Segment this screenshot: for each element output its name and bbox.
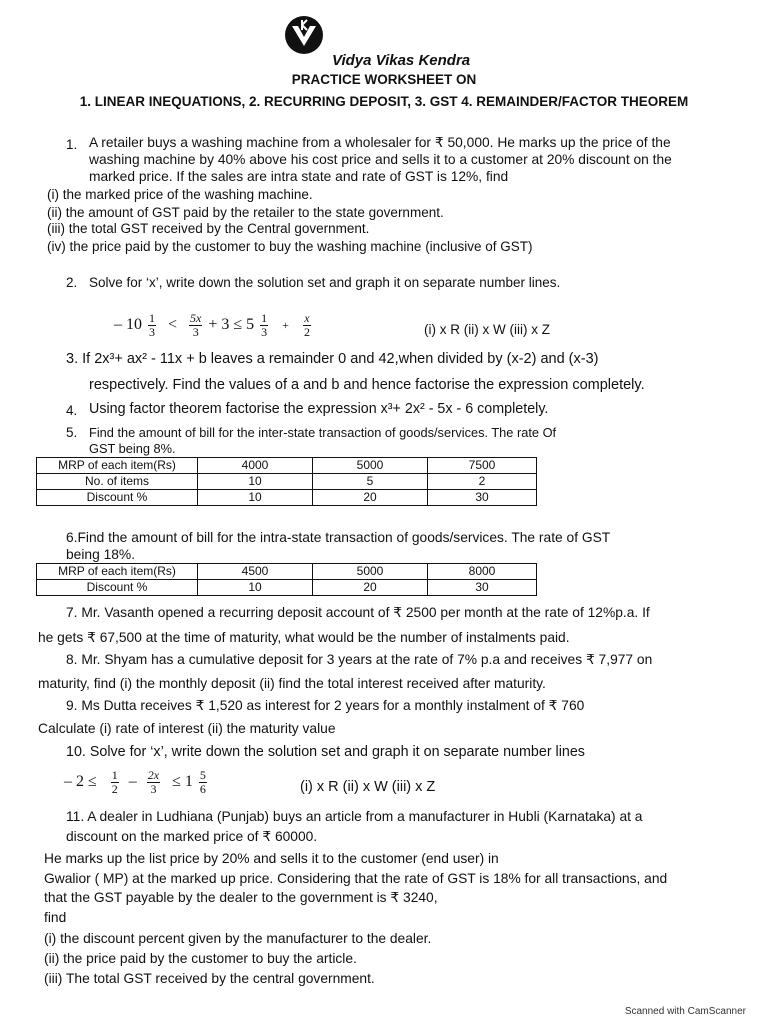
q10-fraction-2: $\frac{2x}{3}$ xyxy=(147,768,160,796)
q2-text: Solve for ‘x’, write down the solution set and graph it on separate number lines. xyxy=(89,275,561,290)
q10-expr-b: ≤ 1 xyxy=(172,773,193,791)
q1-line1: A retailer buys a washing machine from a wholesaler for ₹ 50,000. He marks up the price of the xyxy=(89,135,671,150)
q6-table xyxy=(36,563,537,596)
q2-inequation xyxy=(114,312,313,339)
table-row xyxy=(37,474,537,490)
q6-line1: 6.Find the amount of bill for the intra-state transaction of goods/services. The rate of GST xyxy=(66,530,611,545)
q11-line2: discount on the marked price of ₹ 60000. xyxy=(66,829,318,844)
table-cell: Discount % xyxy=(37,580,198,596)
q5-table xyxy=(36,457,537,506)
worksheet-topics: 1. LINEAR INEQUATIONS, 2. RECURRING DEPOSIT, 3. GST 4. REMAINDER/FACTOR THEOREM xyxy=(79,94,689,109)
q1-part4: (iv) the price paid by the customer to buy the washing machine (inclusive of GST) xyxy=(47,239,533,254)
q1-line3: marked price. If the sales are intra state and rate of GST is 12%, find xyxy=(89,169,509,184)
q1-part3: (iii) the total GST received by the Central government. xyxy=(47,221,370,236)
table-cell: 8000 xyxy=(428,564,537,580)
q2-plus: + xyxy=(282,318,289,333)
table-cell: MRP of each item(Rs) xyxy=(37,564,198,580)
q10-expr-a: – 2 ≤ xyxy=(64,773,97,791)
q4-number: 4. xyxy=(66,403,78,418)
q11-line4: Gwalior ( MP) at the marked up price. Considering that the rate of GST is 18% for all transactions, and xyxy=(44,871,668,886)
table-cell: 5 xyxy=(313,474,428,490)
q10-minus: – xyxy=(128,773,137,791)
table-cell: No. of items xyxy=(37,474,198,490)
q1-number: 1. xyxy=(66,137,78,152)
q10-fraction-3: $\frac{5}{6}$ xyxy=(199,768,206,796)
table-cell: 10 xyxy=(198,490,313,506)
table-cell: Discount % xyxy=(37,490,198,506)
q1-part2: (ii) the amount of GST paid by the retailer to the state government. xyxy=(47,205,444,220)
table-cell: 10 xyxy=(198,474,313,490)
table-cell: MRP of each item(Rs) xyxy=(37,458,198,474)
q11-part3: (iii) The total GST received by the central government. xyxy=(44,971,375,986)
school-name: Vidya Vikas Kendra xyxy=(332,52,471,69)
q11-part1: (i) the discount percent given by the manufacturer to the dealer. xyxy=(44,931,432,946)
q2-fraction-3: $\frac{1}{3}$ xyxy=(261,311,268,339)
q4-text: Using factor theorem factorise the expression x³+ 2x² - 5x - 6 completely. xyxy=(89,401,549,417)
worksheet-title: PRACTICE WORKSHEET ON xyxy=(291,72,477,87)
table-row xyxy=(37,580,537,596)
q7-line2: he gets ₹ 67,500 at the time of maturity, what would be the number of instalments paid. xyxy=(38,630,570,645)
table-cell: 30 xyxy=(428,580,537,596)
q6-line2: being 18%. xyxy=(66,547,136,562)
table-cell: 5000 xyxy=(313,564,428,580)
table-cell: 4000 xyxy=(198,458,313,474)
school-logo-icon xyxy=(283,14,325,56)
q5-line2: GST being 8%. xyxy=(89,441,176,456)
q10-inequation xyxy=(64,769,209,796)
scanner-watermark: Scanned with CamScanner xyxy=(624,1006,746,1017)
table-row xyxy=(37,490,537,506)
table-row xyxy=(37,564,537,580)
q11-line3: He marks up the list price by 20% and sells it to the customer (end user) in xyxy=(44,851,499,866)
table-cell: 20 xyxy=(313,490,428,506)
q11-part2: (ii) the price paid by the customer to buy the article. xyxy=(44,951,357,966)
q2-lt: < xyxy=(168,316,178,334)
table-cell: 30 xyxy=(428,490,537,506)
q2-expr-b: + 3 ≤ 5 xyxy=(208,316,255,334)
q1-line2: washing machine by 40% above his cost price and sells it to a customer at 20% discount on the xyxy=(89,152,672,167)
q2-fraction-4: $\frac{x}{2}$ xyxy=(303,311,310,339)
q11-line5: that the GST payable by the dealer to the government is ₹ 3240, xyxy=(44,890,438,905)
q8-line2: maturity, find (i) the monthly deposit (ii) find the total interest received after maturity. xyxy=(38,676,546,691)
q2-fraction-2: $\frac{5x}{3}$ xyxy=(190,311,202,339)
table-cell: 10 xyxy=(198,580,313,596)
table-cell: 5000 xyxy=(313,458,428,474)
q2-solution-sets: (i) x R (ii) x W (iii) x Z xyxy=(424,322,550,337)
q10-fraction-1: $\frac{1}{2}$ xyxy=(111,768,118,796)
table-cell: 2 xyxy=(428,474,537,490)
q9-line1: 9. Ms Dutta receives ₹ 1,520 as interest for 2 years for a monthly instalment of ₹ 760 xyxy=(66,698,585,713)
q1-part1: (i) the marked price of the washing machine. xyxy=(47,187,313,202)
q5-line1: Find the amount of bill for the inter-state transaction of goods/services. The rate Of xyxy=(89,425,557,440)
q8-line1: 8. Mr. Shyam has a cumulative deposit for 3 years at the rate of 7% p.a and receives ₹ 7,977 on xyxy=(66,652,653,667)
q5-number: 5. xyxy=(66,425,78,440)
q10-line1: 10. Solve for ‘x’, write down the solution set and graph it on separate number lines xyxy=(66,744,585,760)
q11-line6: find xyxy=(44,910,67,925)
q11-line1: 11. A dealer in Ludhiana (Punjab) buys an article from a manufacturer in Hubli (Karnataka) at a xyxy=(66,809,643,824)
q2-number: 2. xyxy=(66,275,78,290)
q2-fraction-1: $\frac{1}{3}$ xyxy=(149,311,155,339)
table-cell: 20 xyxy=(313,580,428,596)
q7-line1: 7. Mr. Vasanth opened a recurring deposit account of ₹ 2500 per month at the rate of 12%p.a. If xyxy=(66,605,650,620)
table-cell: 4500 xyxy=(198,564,313,580)
q10-solution-sets: (i) x R (ii) x W (iii) x Z xyxy=(300,779,436,795)
q2-expr-a: – 10 xyxy=(114,316,142,334)
q3-line1: 3. If 2x³+ ax² - 11x + b leaves a remainder 0 and 42,when divided by (x-2) and (x-3) xyxy=(66,351,599,367)
table-row xyxy=(37,458,537,474)
q9-line2: Calculate (i) rate of interest (ii) the maturity value xyxy=(38,721,336,736)
table-cell: 7500 xyxy=(428,458,537,474)
q3-line2: respectively. Find the values of a and b and hence factorise the expression completely. xyxy=(89,377,645,393)
